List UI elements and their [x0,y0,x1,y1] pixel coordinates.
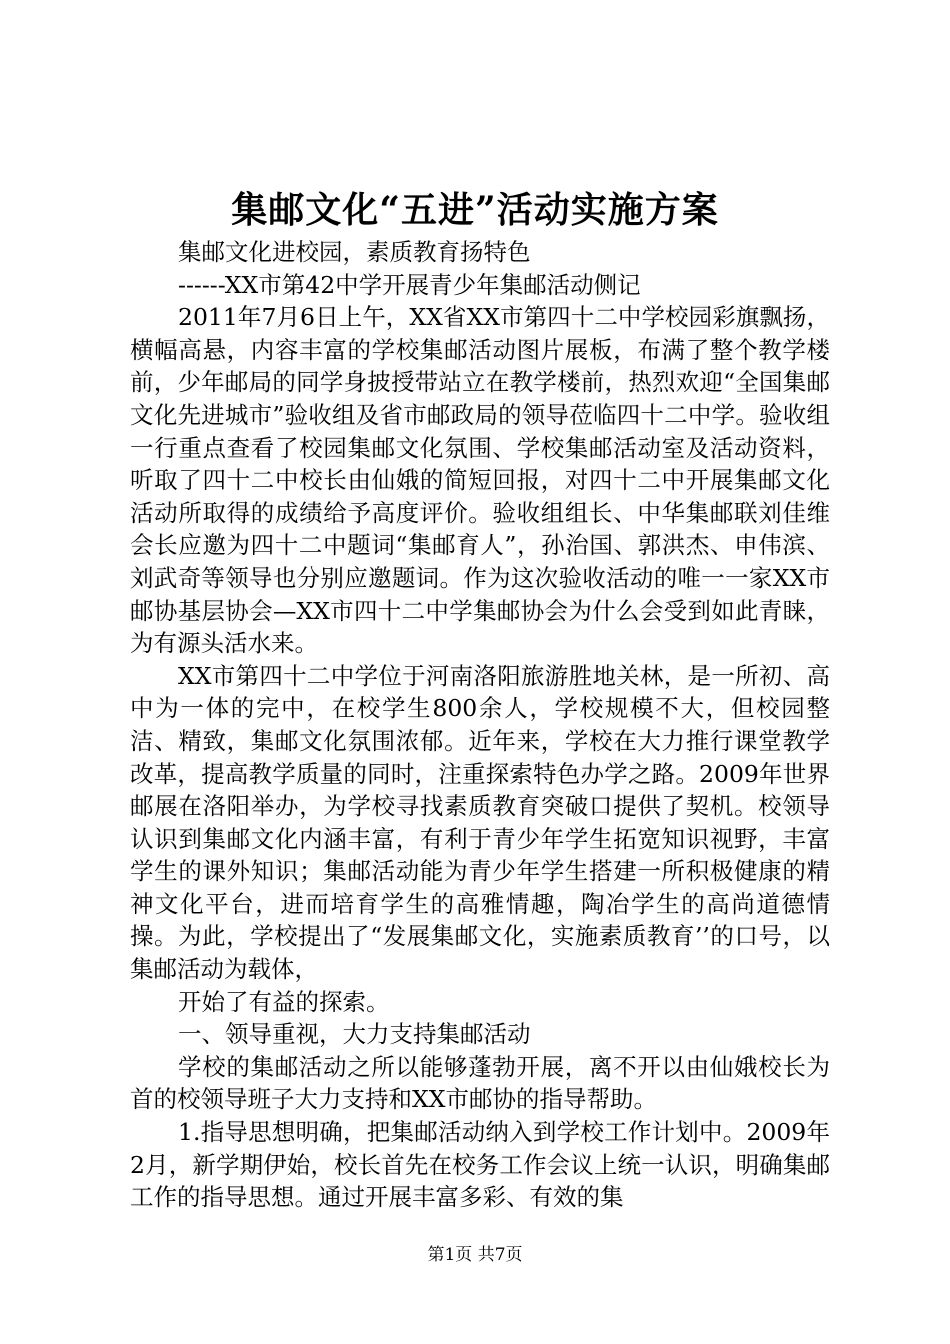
page-number: 第1页 共7页 [427,1245,523,1265]
byline-paragraph: ------XX市第42中学开展青少年集邮活动侧记 [178,270,641,299]
body-paragraph: 开始了有益的探索。 [178,987,390,1016]
body-paragraph: XX市第四十二中学位于河南洛阳旅游胜地关林，是一所初、高中为一体的完中，在校学生800余人，学校规模不大，但校园整洁、精致，集邮文化氛围浓郁。近年来，学校在大力推行课堂教学改革，提高教学质量的同时，注重探索特色办学之路。2009年世界邮展在洛阳举办，为学校寻找素质教育突破口提供了契机。校领导认识到集邮文化内涵丰富，有利于青少年学生拓宽知识视野，丰富学生的课外知识；集邮活动能为青少年学生搭建一所积极健康的精神文化平台，进而培育学生的高雅情趣，陶冶学生的高尚道德情操。为此，学校提出了“发展集邮文化，实施素质教育’’的口号，以集邮活动为载体， [130,661,830,984]
subtitle-paragraph: 集邮文化进校园，素质教育扬特色 [178,238,531,266]
document-body [130,236,830,1214]
body-paragraph: 1.指导思想明确，把集邮活动纳入到学校工作计划中。2009年2月，新学期伊始，校长首先在校务工作会议上统一认识，明确集邮工作的指导思想。通过开展丰富多彩、有效的集 [130,1118,830,1212]
document-title: 集邮文化“五进”活动实施方案 [231,189,719,231]
body-paragraph: 学校的集邮活动之所以能够蓬勃开展，离不开以由仙娥校长为首的校领导班子大力支持和XX市邮协的指导帮助。 [130,1052,830,1114]
section-heading: 一、领导重视，大力支持集邮活动 [178,1020,531,1049]
body-paragraph: 2011年7月6日上午，XX省XX市第四十二中学校园彩旗飘扬，横幅高悬，内容丰富的学校集邮活动图片展板，布满了整个教学楼前，少年邮局的同学身披授带站立在教学楼前，热烈欢迎“全国集邮文化先进城市”验收组及省市邮政局的领导莅临四十二中学。验收组一行重点查看了校园集邮文化氛围、学校集邮活动室及活动资料，听取了四十二中校长由仙娥的简短回报，对四十二中开展集邮文化活动所取得的成绩给予高度评价。验收组组长、中华集邮联刘佳维会长应邀为四十二中题词“集邮育人”，孙治国、郭洪杰、申伟滨、刘武奇等领导也分别应邀题词。作为这次验收活动的唯一一家XX市邮协基层协会—XX市四十二中学集邮协会为什么会受到如此青睐，为有源头活水来。 [130,303,830,658]
